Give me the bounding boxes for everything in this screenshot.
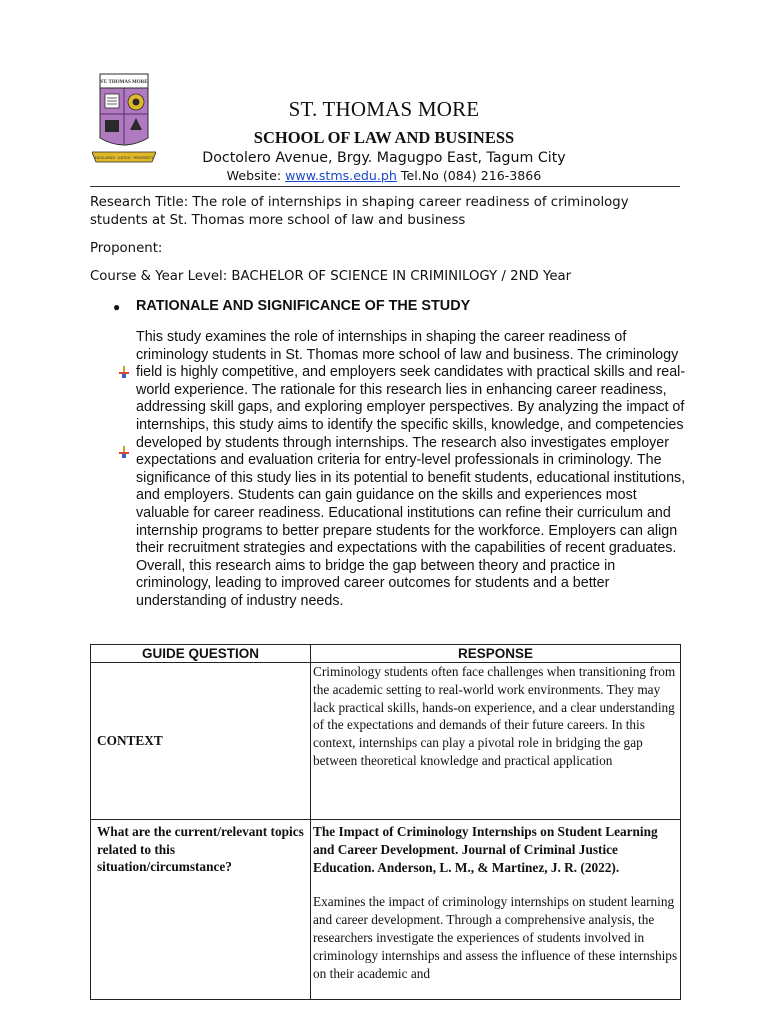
bullet-icon: ● xyxy=(113,300,121,314)
response-cell: Criminology students often face challenges when transitioning from the academic setting to real-world work environments. They may lack practical skills, hands-on experience, and a clear understanding of the expectations and demands of their future careers. In this context, internships can play a pivotal role in bridging the gap between theoretical knowledge and practical application xyxy=(311,663,681,820)
column-header-response: RESPONSE xyxy=(311,645,681,663)
guide-question-table xyxy=(90,644,681,1000)
table-row xyxy=(91,663,681,820)
website-link[interactable]: www.stms.edu.ph xyxy=(285,168,397,183)
anchor-marker-icon xyxy=(118,445,130,459)
anchor-marker-icon xyxy=(118,365,130,379)
rationale-paragraph: This study examines the role of internships in shaping the career readiness of criminology students in St. Thomas more school of law and business. The criminology field is highly competitive, and employers seek candidates with practical skills and real-world experience. The rationale for this research lies in enhancing career readiness, addressing skill gaps, and exploring employer perspectives. By analyzing the impact of internships, this study aims to identify the specific skills, knowledge, and competencies developed by students through internships. The research also investigates employer expectations and evaluation criteria for entry-level professionals in criminology. The significance of this study lies in its potential to benefit students, educational institutions, and employers. Students can gain guidance on the skills and experiences most valuable for career readiness. Educational institutions can refine their curriculum and internship programs to better prepare students for the workforce. Employers can align their recruitment strategies and expectations with the capabilities of recent graduates. Overall, this research aims to bridge the gap between theory and practice in criminology, leading to improved career outcomes for students and a better understanding of industry needs. xyxy=(136,329,686,609)
telephone: Tel.No (084) 216-3866 xyxy=(396,168,542,183)
logo-motto: EXCELLENCE · JUSTICE · PROSPERITY xyxy=(94,156,154,160)
proponent: Proponent: xyxy=(90,241,163,256)
header-divider xyxy=(90,186,680,187)
section-heading: RATIONALE AND SIGNIFICANCE OF THE STUDY xyxy=(136,298,471,314)
reference-summary: Examines the impact of criminology internships on student learning and career development. Through a comprehensive analysis, the researchers investigate the experiences of students involved in criminology internships and assess the influence of these internships on their academic and xyxy=(313,894,678,981)
website-label: Website: xyxy=(226,168,286,183)
website-line xyxy=(186,168,582,183)
table-row xyxy=(91,820,681,1000)
reference-citation: The Impact of Criminology Internships on Student Learning and Career Development. Journal of Criminal Justice Education. Anderson, L. M., & Martinez, J. R. (2022). xyxy=(313,824,658,875)
school-subtitle: SCHOOL OF LAW AND BUSINESS xyxy=(253,128,515,147)
course-year-level: Course & Year Level: BACHELOR OF SCIENCE IN CRIMINILOGY / 2ND Year xyxy=(90,269,572,284)
column-header-guide-question: GUIDE QUESTION xyxy=(91,645,311,663)
response-cell xyxy=(311,820,681,1000)
research-title: Research Title: The role of internships in shaping career readiness of criminology students at St. Thomas more school of law and business xyxy=(90,195,629,228)
school-address: Doctolero Avenue, Brgy. Magugpo East, Tagum City xyxy=(202,150,566,166)
school-logo xyxy=(92,72,156,168)
question-cell: CONTEXT xyxy=(91,663,311,820)
question-cell: What are the current/relevant topics related to this situation/circumstance? xyxy=(91,820,311,1000)
table-header-row xyxy=(91,645,681,663)
logo-text: ST. THOMAS MORE xyxy=(100,80,148,85)
school-name: ST. THOMAS MORE xyxy=(288,97,480,121)
